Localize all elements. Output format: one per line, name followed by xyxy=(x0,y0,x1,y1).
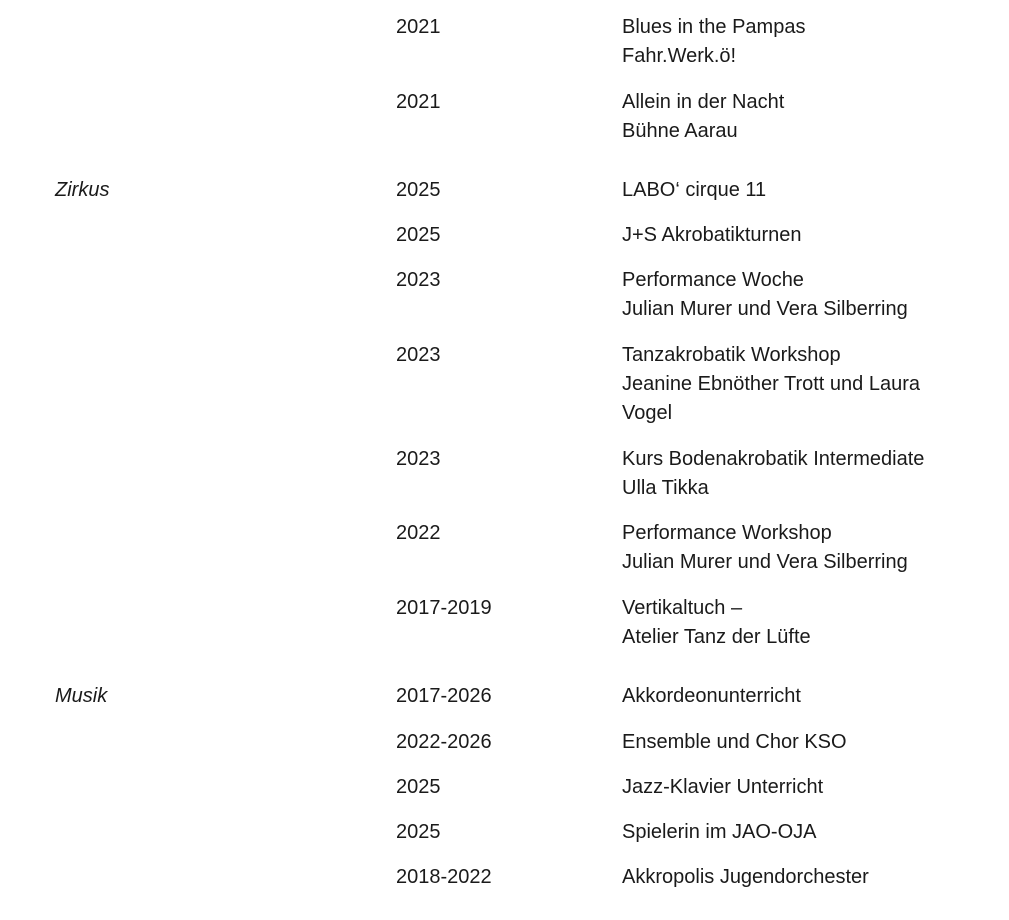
entry-title: Akkropolis Jugendorchester xyxy=(622,866,869,888)
entry-subtitle: Ulla Tikka xyxy=(622,477,709,499)
entry-year: 2017-2019 xyxy=(396,597,492,619)
entry-subtitle: Fahr.Werk.ö! xyxy=(622,45,737,67)
entry-title: Jazz-Klavier Unterricht xyxy=(622,776,824,798)
entry-title: Tanzakrobatik Workshop xyxy=(622,344,841,366)
entry-title: J+S Akrobatikturnen xyxy=(622,224,802,246)
entry-year: 2022-2026 xyxy=(396,731,492,753)
entry-subtitle: Jeanine Ebnöther Trott und Laura xyxy=(622,373,920,395)
entry-title: Performance Woche xyxy=(622,269,804,291)
entry-year: 2025 xyxy=(396,821,441,843)
entry-year: 2023 xyxy=(396,448,441,470)
entry-description xyxy=(622,176,1002,205)
entry-description xyxy=(622,88,1002,146)
entry-description xyxy=(622,773,1002,802)
entry-title: Ensemble und Chor KSO xyxy=(622,731,847,753)
entry-title: LABO‘ cirque 11 xyxy=(622,179,767,201)
entry-title: Blues in the Pampas xyxy=(622,16,806,38)
entry-description xyxy=(622,221,1002,250)
entry-year: 2022 xyxy=(396,522,441,544)
entry-year: 2025 xyxy=(396,776,441,798)
entry-year: 2025 xyxy=(396,224,441,246)
entry-subtitle: Bühne Aarau xyxy=(622,120,738,142)
entry-year: 2018-2022 xyxy=(396,866,492,888)
entry-description xyxy=(622,341,1002,428)
entry-subtitle: Julian Murer und Vera Silberring xyxy=(622,551,908,573)
entry-description xyxy=(622,682,1002,711)
entry-year: 2025 xyxy=(396,179,441,201)
entry-title: Allein in der Nacht xyxy=(622,91,785,113)
entry-description xyxy=(622,818,1002,847)
entry-title: Spielerin im JAO-OJA xyxy=(622,821,817,843)
entry-title: Akkordeonunterricht xyxy=(622,685,801,707)
entry-year: 2017-2026 xyxy=(396,685,492,707)
entry-title: Kurs Bodenakrobatik Intermediate xyxy=(622,448,925,470)
entry-description xyxy=(622,863,1002,892)
entry-description xyxy=(622,13,1002,71)
category-label: Zirkus xyxy=(55,179,110,201)
entry-description xyxy=(622,266,1002,324)
entry-description xyxy=(622,519,1002,577)
entry-title: Performance Workshop xyxy=(622,522,832,544)
entry-description xyxy=(622,445,1002,503)
entry-year: 2021 xyxy=(396,16,441,38)
entry-subtitle: Julian Murer und Vera Silberring xyxy=(622,298,908,320)
entry-subtitle-continued: Vogel xyxy=(622,402,673,424)
entry-title: Vertikaltuch – xyxy=(622,597,743,619)
entry-year: 2023 xyxy=(396,269,441,291)
entry-year: 2023 xyxy=(396,344,441,366)
category-label: Musik xyxy=(55,685,108,707)
entry-description xyxy=(622,594,1002,652)
entry-year: 2021 xyxy=(396,91,441,113)
entry-subtitle: Atelier Tanz der Lüfte xyxy=(622,626,811,648)
entry-description xyxy=(622,728,1002,757)
